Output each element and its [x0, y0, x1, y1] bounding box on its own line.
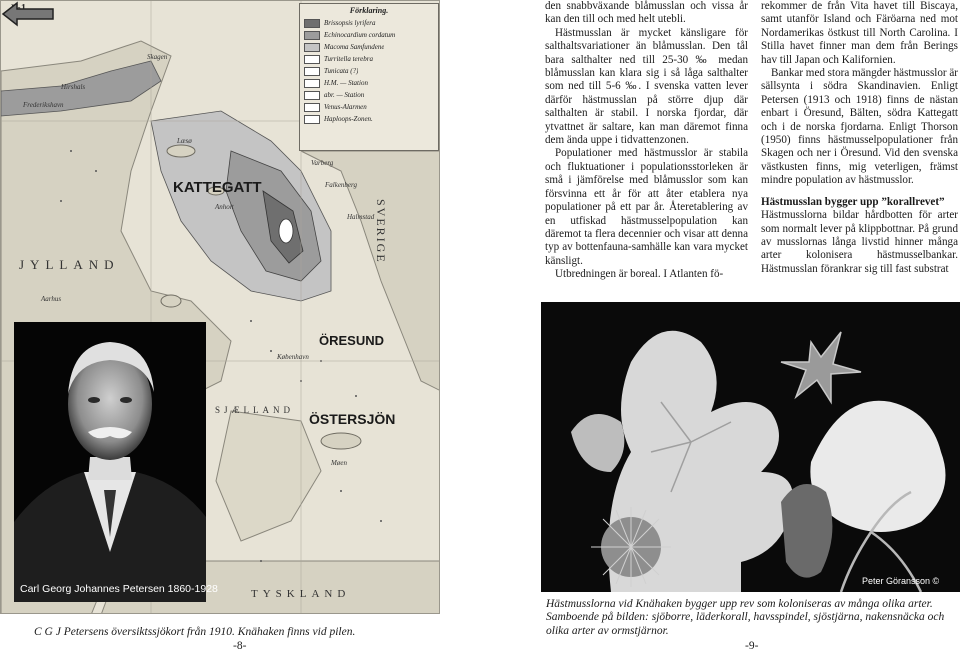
- legend-item: Echinocardium cordatum: [304, 29, 434, 41]
- place-label: Falkenberg: [325, 181, 358, 189]
- arrow-icon: [1, 1, 55, 27]
- section-heading: Hästmusslan bygger upp ”korallrevet”: [761, 195, 945, 208]
- place-label: Aarhus: [41, 295, 62, 303]
- legend-swatch: [304, 103, 320, 112]
- page-number-left: -8-: [233, 640, 247, 652]
- place-label: Skagen: [147, 53, 168, 61]
- place-label: Anholt: [215, 203, 234, 211]
- place-label: Hirshals: [61, 83, 86, 91]
- map-caption: C G J Petersens översiktssjökort från 1910. Knähaken finns vid pilen.: [34, 626, 356, 638]
- legend-item: Brissopsis lyrifera: [304, 17, 434, 29]
- legend-swatch: [304, 31, 320, 40]
- paragraph: Hästmusslorna bildar hårdbotten för arter som normalt lever på klippbottnar. På grund av musslornas långa livstid hinner många arter kolonisera hästmusselbankar. Hästmusslan förankrar sig till fast substrat: [761, 209, 958, 275]
- place-label: Frederikshavn: [23, 101, 64, 109]
- photo-caption: Hästmusslorna vid Knähaken bygger upp rev som koloniseras av många olika arter. Samboende på bilden: sjöborre, läderkorall, havsspindel, sjöstjärna, nakensnäcka och olika arter av ormstjärnor.: [546, 598, 945, 637]
- portrait-caption: Carl Georg Johannes Petersen 1860-1928: [20, 583, 218, 595]
- legend-item: H.M. — Station: [304, 77, 434, 89]
- paragraph: rekommer de från Vita havet till Biscaya, samt utanför Island och Färöarna ned mot Nordamerikas östkust till North Carolina. I Stilla havet finner man dem från Berings hav till Japan och Kalifornien.: [761, 0, 958, 66]
- portrait-photo: [14, 322, 206, 602]
- reef-photo: [541, 302, 960, 592]
- legend-item: abr. — Station: [304, 89, 434, 101]
- place-label: Møen: [331, 459, 347, 467]
- legend-swatch: [304, 43, 320, 52]
- place-label: Læsø: [177, 137, 192, 145]
- legend-item: Tunicata (?): [304, 65, 434, 77]
- legend-swatch: [304, 55, 320, 64]
- legend-item: Macoma Samfundene: [304, 41, 434, 53]
- paragraph: den snabbväxande blåmusslan och vissa år kan den till och med helt utebli.: [545, 0, 748, 26]
- article-column-1: [545, 0, 748, 282]
- article-column-2: [761, 0, 958, 276]
- reef-drawing: [541, 302, 960, 592]
- legend-swatch: [304, 67, 320, 76]
- legend-item: Turritella terebra: [304, 53, 434, 65]
- legend-item: Venus-Alarmen: [304, 101, 434, 113]
- legend-title: Förklaring.: [349, 6, 389, 15]
- place-label: Halmstad: [347, 213, 375, 221]
- region-kattegatt: KATTEGATT: [173, 179, 262, 196]
- paragraph: Utbredningen är boreal. I Atlanten fö-: [555, 268, 724, 281]
- paragraph: Hästmusslan är mycket känsligare för salthaltsvariationer än blåmusslan. Den tål bara salthalter ned till 25-30 ‰ medan blåmusslan kan klara sig i så låga salthalter som ned till 5-6 ‰. I svenska vatten lever därför hästmusslan på större djup där salthalten är stabil. I norska fjordar, där ytvattnet är saltare, kan man däremot finna dem ända uppe i tidvattenzonen.: [545, 26, 748, 147]
- portrait-figure: [14, 322, 206, 602]
- region-sverige: SVERIGE: [374, 199, 388, 264]
- region-oresund: ÖRESUND: [319, 333, 385, 348]
- legend-swatch: [304, 91, 320, 100]
- paragraph: Populationer med hästmusslor är stabila och fluktuationer i populationsstorleken är små i jämförelse med blåmusslor som kan försvinna ett år för att åter etablera nya populationer på ett par år. Återetablering av en utfiskad hästmusselpopulation kan däremot ta flera decennier och visar att denna typ av bottenfauna-samhälle kan vara mycket känsligt.: [545, 147, 748, 267]
- paragraph: Bankar med stora mängder hästmusslor är sällsynta i södra Skandinavien. Enligt Petersen (1913 och 1918) finns de nästan enbart i Öresund, Bälten, södra Kattegatt och i de norska fjordarna. Enligt Thorson (1950) finns hästmusselpopulationer från Skagen och ner i Öresund. Vid den svenska västkusten finns, mig veterligen, främst mindre population av hästmusslor.: [761, 67, 959, 187]
- map-legend: [299, 3, 439, 151]
- region-jylland: JYLLAND: [19, 257, 120, 272]
- region-tyskland: TYSKLAND: [251, 588, 351, 600]
- photo-credit: Peter Göransson ©: [862, 576, 940, 586]
- region-ostersjon: ÖSTERSJÖN: [309, 411, 396, 427]
- place-label: København: [277, 353, 309, 361]
- legend-swatch: [304, 79, 320, 88]
- page-number-right: -9-: [745, 640, 759, 652]
- legend-swatch: [304, 115, 320, 124]
- place-label: Varberg: [311, 159, 334, 167]
- region-sjaelland: SJÆLLAND: [215, 405, 295, 415]
- legend-swatch: [304, 19, 320, 28]
- legend-item: Haploops-Zonen.: [304, 113, 434, 125]
